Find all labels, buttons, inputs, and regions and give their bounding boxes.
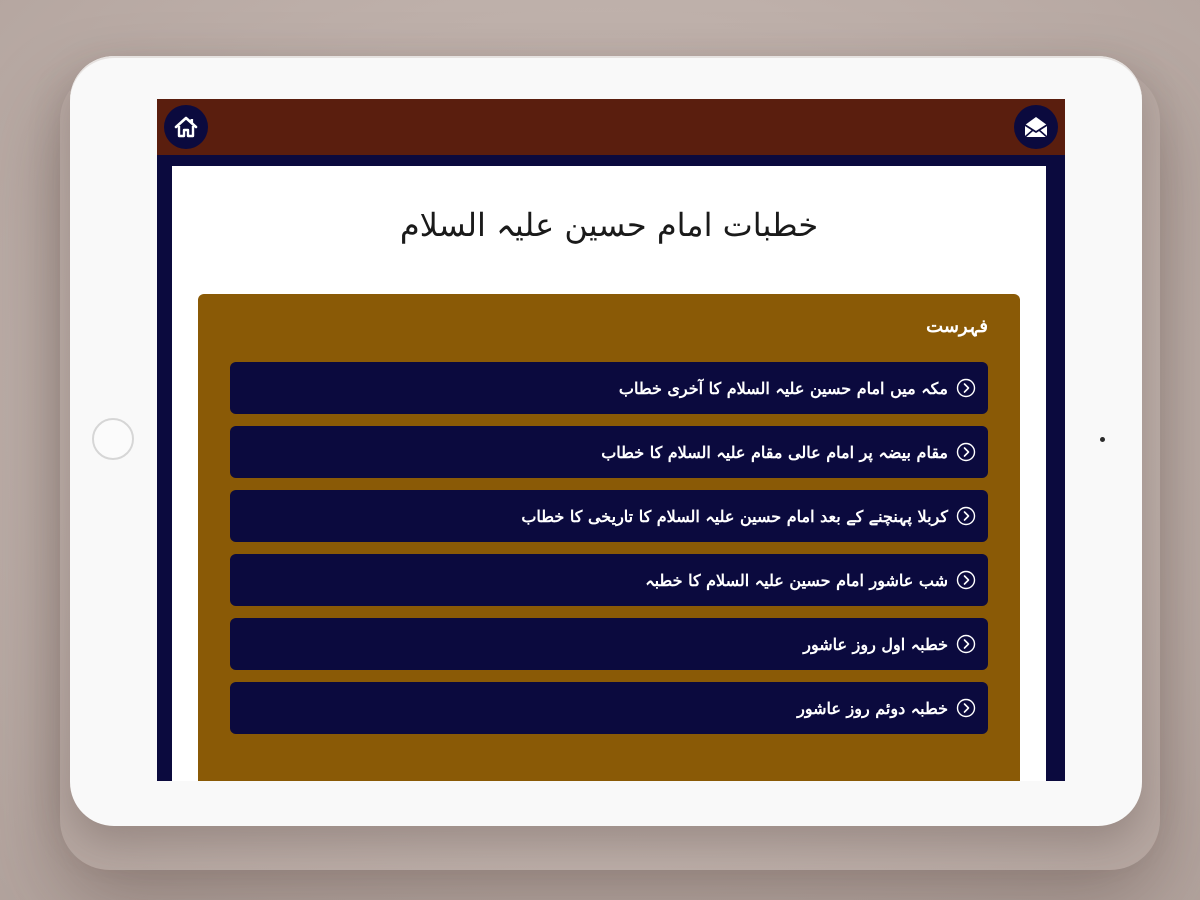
device-camera: [1100, 437, 1105, 442]
toc-item-label: مکہ میں امام حسین علیہ السلام کا آخری خطاب: [618, 378, 948, 398]
toc-heading: فہرست: [926, 316, 988, 337]
toc-item-3[interactable]: [230, 490, 988, 542]
toc-item-1[interactable]: [230, 362, 988, 414]
chevron-circle-icon: [956, 378, 976, 398]
home-button[interactable]: [164, 105, 208, 149]
toc-item-label: شب عاشور امام حسین علیہ السلام کا خطبہ: [645, 570, 948, 590]
toc-item-label: خطبہ اول روز عاشور: [803, 634, 948, 654]
toc-item-label: خطبہ دوئم روز عاشور: [797, 698, 948, 718]
toc-item-2[interactable]: [230, 426, 988, 478]
chevron-circle-icon: [956, 570, 976, 590]
envelope-icon: [1022, 114, 1050, 140]
chevron-circle-icon: [956, 506, 976, 526]
top-bar: [157, 99, 1065, 158]
device-home-button[interactable]: [92, 418, 134, 460]
app-screen: [157, 99, 1065, 781]
contact-button[interactable]: [1014, 105, 1058, 149]
chevron-circle-icon: [956, 698, 976, 718]
home-icon: [173, 114, 199, 140]
page-title: خطبات امام حسین علیہ السلام: [399, 206, 819, 244]
chevron-circle-icon: [956, 442, 976, 462]
toc-item-4[interactable]: [230, 554, 988, 606]
toc-item-label: مقام بیضہ پر امام عالی مقام علیہ السلام کا خطاب: [601, 442, 948, 462]
toc-item-6[interactable]: [230, 682, 988, 734]
main-content: [172, 166, 1046, 781]
toc-item-5[interactable]: [230, 618, 988, 670]
tablet-device-frame: [70, 56, 1142, 826]
toc-item-label: کربلا پہنچنے کے بعد امام حسین علیہ السلام کا تاریخی کا خطاب: [521, 506, 948, 526]
chevron-circle-icon: [956, 634, 976, 654]
toc-list: [230, 362, 988, 746]
table-of-contents-panel: [198, 294, 1020, 781]
